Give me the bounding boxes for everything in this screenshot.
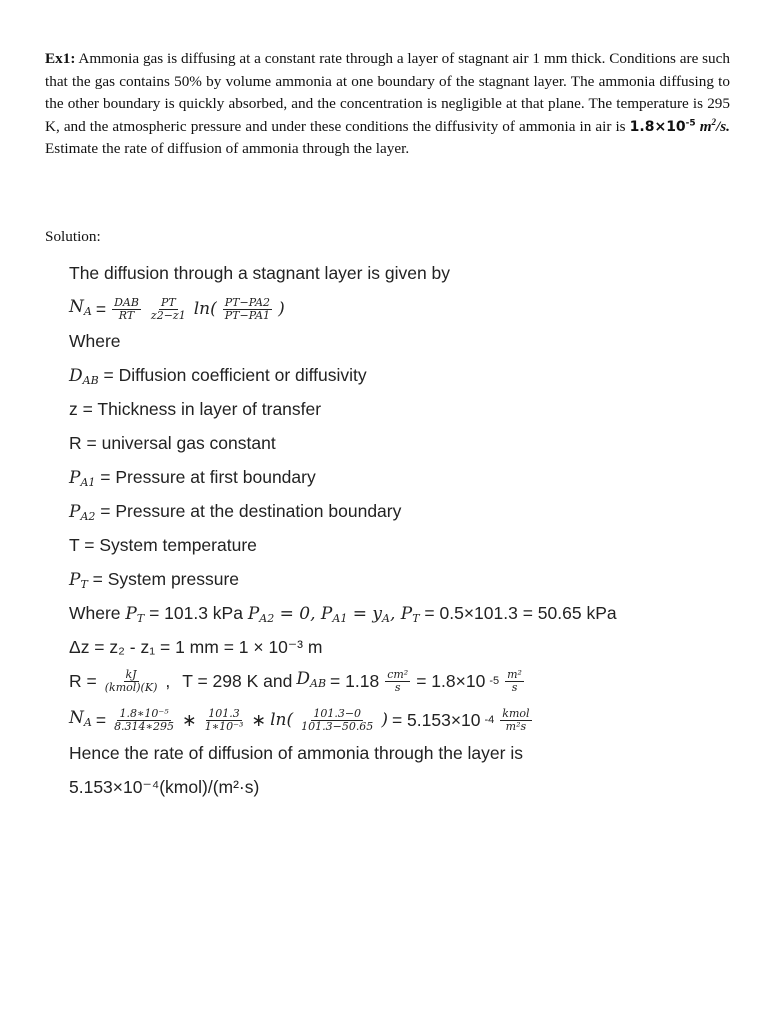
where-values-line: Where $P_T = 101.3$ kPa $P_{A2} = 0$, $P_{A1} = y_A$, $P_T = 0.5\times 101.3 = 50.65$ kPa (69, 603, 617, 625)
definition-text: = System pressure (87, 569, 240, 589)
problem-label: Ex1: (45, 50, 76, 67)
frac-m2-s: $\frac{\text{m²}}{s}$ (507, 667, 522, 694)
definition-text: z = Thickness in layer of transfer (69, 399, 322, 419)
constants-line: R = $\frac{kJ}{\text{(kmol)(K)}}$ , T = 298 K and $D_{AB}$ = 1.18 $\frac{\text{cm²}}{s}$ = 1.8×10 -5 $\frac{\text{m²}}{s}$ (69, 667, 522, 694)
definition-text: = Pressure at first boundary (95, 467, 316, 487)
frac-calc-3: $\frac{101.3-0}{101.3-50.65}$ (301, 706, 374, 733)
frac-result-unit: $\frac{\text{kmol}}{\text{m²s}}$ (502, 706, 530, 733)
definition-line (69, 397, 749, 421)
definition-symbol: $P_{A2}$ (69, 502, 96, 523)
conclusion-line: Hence the rate of diffusion of ammonia through the layer is (69, 743, 523, 763)
delta-z-line: Δz = z₂ - z₁ = 1 mm = 1 × 10⁻³ m (69, 637, 323, 657)
definition-text: T = System temperature (69, 535, 257, 555)
definition-line (69, 499, 749, 529)
frac-pt-dz: $\frac{PT}{z2-z1}$ (150, 295, 186, 322)
definition-text: R = universal gas constant (69, 433, 276, 453)
frac-cm2-s: $\frac{\text{cm²}}{s}$ (387, 667, 409, 694)
where-label: Where (69, 331, 121, 351)
definition-symbol: $P_{A1}$ (69, 468, 96, 489)
problem-statement (45, 48, 730, 161)
final-answer: 5.153×10⁻⁴(kmol)/(m²·s) (69, 777, 260, 797)
diffusivity-value: $1.8\times 10^{-5}$ (629, 117, 696, 135)
frac-dab-rt: $\frac{\text{DAB}}{RT}$ (114, 295, 139, 322)
main-equation: $N_A$ = $\frac{\text{DAB}}{RT}$ $\frac{PT}{z2-z1}$ ln( $\frac{PT-PA2}{PT-PA1}$ ) (69, 295, 285, 322)
diffusivity-unit: $m^2/s$. (695, 116, 730, 135)
definition-line (69, 465, 749, 495)
frac-calc-1: $\frac{\text{1.8∗10⁻⁵}}{8.314∗295}$ (114, 706, 175, 733)
frac-r-unit: $\frac{kJ}{\text{(kmol)(K)}}$ (104, 667, 158, 694)
solution-label: Solution: (45, 228, 101, 245)
definition-symbol: $P_T$ (69, 570, 88, 591)
definition-text: = Pressure at the destination boundary (95, 501, 402, 521)
solution-intro: The diffusion through a stagnant layer is given by (69, 263, 451, 283)
frac-pressure-ratio: $\frac{PT-PA2}{PT-PA1}$ (224, 295, 271, 322)
definition-line (69, 431, 749, 455)
problem-text-1: Ammonia gas is diffusing at a constant rate through a layer of stagnant air 1 mm thick. Conditions are such that the gas contains 50% by volume ammonia at one boundary of the stagnant layer. The ammonia diffusing to the other boundary is quickly absorbed, and the concentration is negligible at that plane. The temperature is 295 K, and the atmospheric pressure and under these conditions the diffusivity of ammonia in air is (45, 50, 730, 135)
frac-calc-2: $\frac{101.3}{\text{1∗10⁻³}}$ (204, 706, 244, 733)
definition-symbol: $D_{AB}$ (69, 366, 99, 387)
problem-text-2: Estimate the rate of diffusion of ammonia through the layer. (45, 140, 410, 157)
definition-text: = Diffusion coefficient or diffusivity (98, 365, 367, 385)
definition-line (69, 363, 749, 393)
definition-line (69, 567, 749, 597)
definition-line (69, 533, 749, 557)
na-calculation-line: $N_A$ = $\frac{\text{1.8∗10⁻⁵}}{8.314∗295}$ ∗ $\frac{101.3}{\text{1∗10⁻³}}$ ∗ ln( $\frac{101.3-0}{101.3-50.65}$ ) = 5.153×10 -4 $\frac{\text{kmol}}{\text{m²s}}$ (69, 706, 530, 733)
